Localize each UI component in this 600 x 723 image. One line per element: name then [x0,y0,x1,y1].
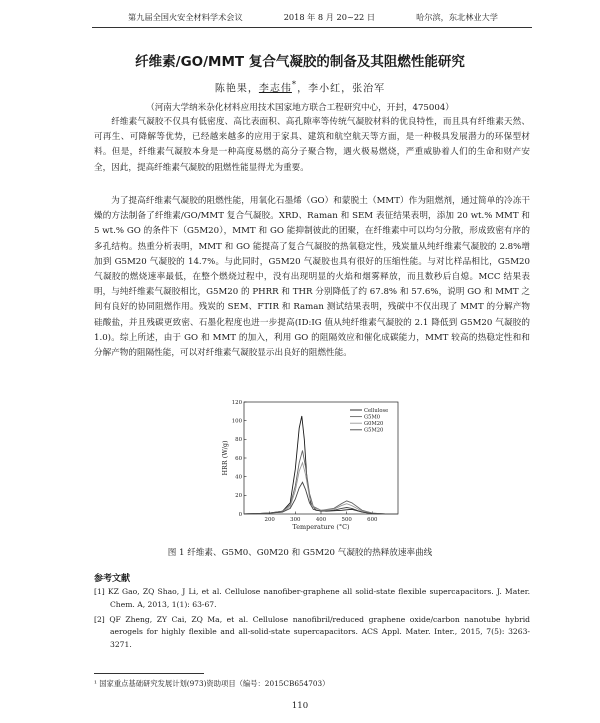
x-tick-label: 400 [315,517,327,523]
running-header [128,12,498,23]
author-rest: ，李小红，张治军 [297,83,386,95]
y-tick-label: 80 [235,437,242,444]
y-tick-label: 120 [231,399,242,406]
figure-caption: 图 1 纤维素、G5M0、G0M20 和 G5M20 气凝胶的热释放速率曲线 [167,548,433,558]
y-tick-label: 0 [238,511,242,518]
author-1: 陈艳果， [214,83,259,95]
y-axis-label: HRR (W/g) [221,440,229,476]
y-tick-label: 60 [235,455,242,462]
conference-name: 第九届全国火安全材料学术会议 [128,12,243,22]
reference-list [94,586,530,654]
series-line-g5m0 [244,451,398,515]
x-tick-label: 200 [264,517,275,523]
paragraph-main: 为了提高纤维素气凝胶的阻燃性能，用氧化石墨烯（GO）和蒙脱土（MMT）作为阻燃剂，通过简单的冷冻干燥的方法制备了纤维素/GO/MMT 复合气凝胶。XRD、Raman 和 SEM 表征结果表明，添加 20 wt.% MMT 和 5 wt.% GO 的条件下（G5M20），MMT 和 GO 能抑制彼此的团聚，在纤维素中可以均匀分散，形成致密有序的多孔结构。热重分析表明，MMT 和 GO 能提高了复合气凝胶的热氧稳定性，残炭量从纯纤维素气凝胶的 2.8%增加到 G5M20 气凝胶的 14.7%。与此同时，G5M20 气凝胶也具有很好的压缩性能。与对比样品相比，G5M20 气凝胶的燃烧速率最低，在整个燃烧过程中，没有出现明显的火焰和烟雾释放，而且数秒后自熄。MCC 结果表明，与纯纤维素气凝胶相比，G5M20 的 PHRR 和 THR 分别降低了约 67.8% 和 57.6%，说明 GO 和 MMT 之间有良好的协同阻燃作用。残炭的 SEM、FTIR 和 Raman 测试结果表明，残碳中不仅出现了 MMT 的分解产物硅酸盐，并且残碳更致密、石墨化程度也进一步提高(ID:IG 值从纯纤维素气凝胶的 2.1 降低到 G5M20 气凝胶的 1.0)。综上所述，由于 GO 和 MMT 的加入，利用 GO 的阻隔效应和催化成碳能力，MMT 较高的热稳定性和和分解产物的阻隔性能，可以对纤维素气凝胶显示出良好的阻燃性能。 [94,196,530,359]
author-2: 李志伟 [258,83,292,95]
footnote-rule [94,673,204,674]
x-tick-label: 500 [341,517,352,523]
legend-label-g5m0: G5M0 [364,414,381,421]
corresponding-mark: * [291,79,298,89]
conference-venue: 哈尔滨，东北林业大学 [416,12,498,22]
legend-label-cellulose: Cellulose [364,407,389,414]
series-line-g5m20 [244,482,398,514]
header-rule [92,27,532,28]
page-number: 110 [291,701,309,711]
x-axis-label: Temperature (°C) [292,523,350,531]
conference-date: 2018 年 8 月 20~22 日 [283,12,376,22]
x-tick-label: 600 [367,517,378,523]
y-tick-label: 40 [235,474,242,481]
reference-item: [1] KZ Gao, ZQ Shao, J Li, et al. Cellulose nanofiber-graphene all solid-state flexible supercapacitors. J. Mater. Chem. A, 2013, 1(1): 63-67. [94,587,530,609]
x-tick-label: 300 [290,517,301,523]
affiliation: （河南大学纳米杂化材料应用技术国家地方联合工程研究中心，开封，475004） [146,103,454,113]
paper-title: 纤维素/GO/MMT 复合气凝胶的制备及其阻燃性能研究 [135,54,465,70]
hrr-chart [218,398,403,533]
reference-item: [2] QF Zheng, ZY Cai, ZQ Ma, et al. Cellulose nanofibril/reduced graphene oxide/carbon nanotube hybrid aerogels for highly flexible and all-solid-state supercapacitors. ACS Appl. Mater. Inter., 2015, 7(5): 3263-3271. [94,614,530,650]
references-heading: 参考文献 [94,574,131,584]
legend-label-g0m20: G0M20 [364,421,384,427]
footnote: ¹ 国家重点基础研究发展计划(973)资助项目（编号：2015CB654703） [94,679,330,688]
series-line-g0m20 [244,463,398,514]
paragraph-intro: 纤维素气凝胶不仅具有低密度、高比表面积、高孔隙率等传统气凝胶材料的优良特性，而且具有纤维素天然、可再生、可降解等优势，已经越来越多的应用于家具、建筑和航空航天等方面，是一种极具发展潜力的环保型材料。但是，纤维素气凝胶本身是一种高度易燃的高分子聚合物，遇火极易燃烧，严重威胁着人们的生命和财产安全，因此，提高纤维素气凝胶的阻燃性能显得尤为重要。 [94,117,530,173]
y-tick-label: 100 [231,418,242,425]
y-tick-label: 20 [235,493,242,500]
legend-label-g5m20: G5M20 [364,427,384,434]
author-list [0,79,600,94]
hrr-chart-svg [218,398,403,533]
